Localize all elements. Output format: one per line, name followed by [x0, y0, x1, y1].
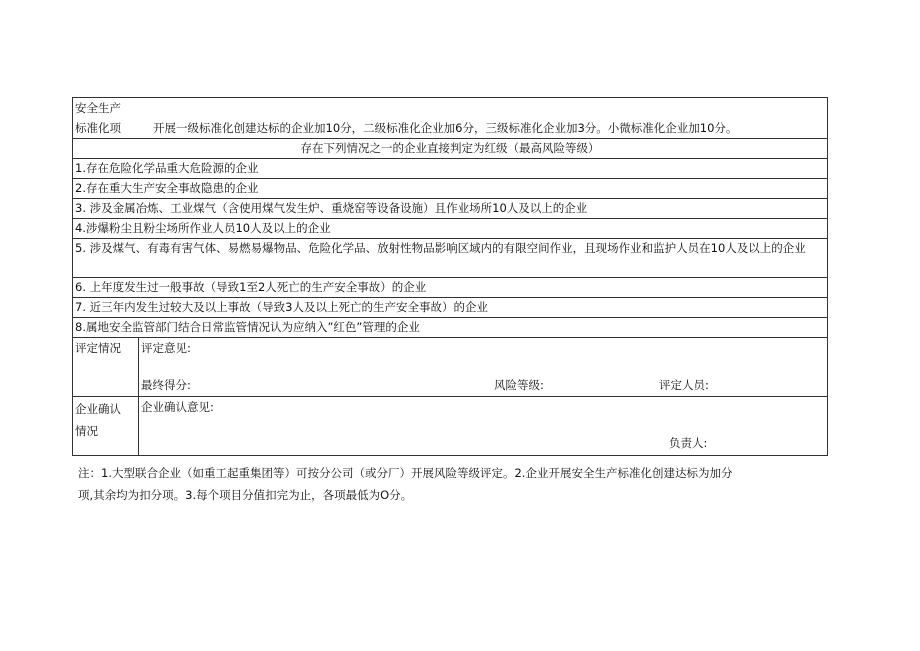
standardization-label-line2: 标准化项	[75, 121, 121, 135]
confirmation-opinion-label: 企业确认意见:	[141, 400, 214, 414]
footnote-line2: 项,其余均为扣分项。3.每个项目分值扣完为止，各项最低为O分。	[78, 488, 413, 502]
red-item: 6. 上年度发生过一般事故（导致1至2人死亡的生产安全事故）的企业	[73, 278, 828, 298]
assessor-label: 评定人员:	[659, 378, 709, 392]
red-item-row	[73, 179, 828, 199]
assessment-table	[72, 97, 828, 456]
red-item-row	[73, 159, 828, 179]
evaluation-cell	[139, 338, 828, 397]
red-item-row	[73, 239, 828, 278]
red-item: 3. 涉及金属冶炼、工业煤气（含使用煤气发生炉、重烧窑等设备设施）且作业场所10人及以上的企业	[73, 199, 828, 219]
risk-level-label: 风险等级:	[494, 378, 544, 392]
red-level-header: 存在下列情况之一的企业直接判定为红级（最高风险等级）	[73, 139, 828, 159]
red-item-row	[73, 278, 828, 298]
confirmation-cell	[139, 397, 828, 456]
confirmation-label-line1: 企业确认	[75, 402, 121, 416]
final-score-label: 最终得分:	[141, 378, 191, 392]
red-item-row	[73, 199, 828, 219]
red-item: 5. 涉及煤气、有毒有害气体、易燃易爆物品、危险化学品、放射性物品影响区域内的有限空间作业，且现场作业和监护人员在10人及以上的企业	[73, 239, 828, 278]
confirmation-row	[73, 397, 828, 456]
standardization-cell	[73, 98, 828, 139]
red-item-row	[73, 219, 828, 239]
red-item: 2.存在重大生产安全事故隐患的企业	[73, 179, 828, 199]
footnote	[78, 462, 838, 506]
responsible-person-label: 负责人:	[669, 436, 708, 450]
risk-assessment-form	[72, 97, 827, 456]
red-item-row	[73, 298, 828, 318]
evaluation-label: 评定情况	[73, 338, 139, 397]
red-item: 1.存在危险化学品重大危险源的企业	[73, 159, 828, 179]
red-item: 8.属地安全监管部门结合日常监管情况认为应纳入”红色”管理的企业	[73, 318, 828, 338]
evaluation-opinion-label: 评定意见:	[141, 341, 191, 355]
confirmation-label-cell	[73, 397, 139, 456]
footnote-line1: 注：1.大型联合企业（如重工起重集团等）可按分公司（或分厂）开展风险等级评定。2.企业开展安全生产标准化创建达标为加分	[78, 466, 733, 480]
evaluation-row	[73, 338, 828, 397]
standardization-label-line1: 安全生产	[75, 101, 121, 115]
confirmation-label-line2: 情况	[75, 424, 98, 438]
red-level-header-row	[73, 139, 828, 159]
red-item: 4.涉爆粉尘且粉尘场所作业人员10人及以上的企业	[73, 219, 828, 239]
red-item-row	[73, 318, 828, 338]
standardization-row	[73, 98, 828, 139]
red-item: 7. 近三年内发生过较大及以上事故（导致3人及以上死亡的生产安全事故）的企业	[73, 298, 828, 318]
standardization-content: 开展一级标准化创建达标的企业加10分，二级标准化企业加6分，三级标准化企业加3分。小微标准化企业加10分。	[153, 121, 738, 135]
